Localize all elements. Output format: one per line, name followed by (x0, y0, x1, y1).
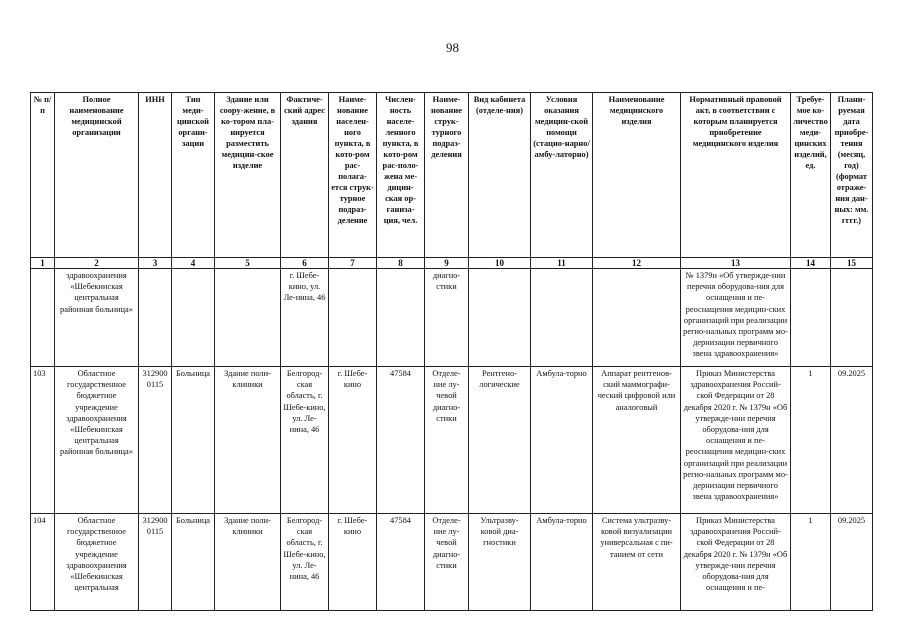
cell-cabinet: Ультразву-ковой диа-гностики (469, 514, 531, 611)
cell-population (377, 269, 425, 367)
header-cell: Плани-руемая дата приобре-тения (месяц, год) (формат отраже-ния дан-ных: мм. гггг.) (831, 93, 873, 258)
cell-building (215, 269, 281, 367)
cell-device: Аппарат рентгенов-ский маммографи-ческий цифровой или аналоговый (593, 367, 681, 514)
column-number: 1 (31, 258, 55, 269)
table-row (31, 367, 873, 514)
cell-department: диагно-стики (425, 269, 469, 367)
table-row (31, 514, 873, 611)
cell-org: Областное государственное бюджетное учреждение здравоохранения «Шебекинская центральная районная больница» (55, 367, 139, 514)
column-number: 2 (55, 258, 139, 269)
header-cell: Фактиче-ский адрес здания (281, 93, 329, 258)
cell-address: г. Шебе-кино, ул. Ле-нина, 46 (281, 269, 329, 367)
cell-num: 103 (31, 367, 55, 514)
cell-type (172, 269, 215, 367)
table-row-continuation (31, 269, 873, 367)
header-cell: Наиме-нование населен-ного пункта, в кото-ром рас-полага-ется струк-турное подраз-деление (329, 93, 377, 258)
cell-inn: 3129000115 (139, 367, 172, 514)
cell-act: Приказ Министерства здравоохранения Россий-ской Федерации от 28 декабря 2020 г. № 1379н «Об утвержде-нии перечня оборудова-ния для оснащения и пе-реоснащения медицин-ских организаций при реализации регио-нальных программ мо-дернизации первичного звена здравоохранения» (681, 367, 791, 514)
cell-conditions: Амбула-торно (531, 514, 593, 611)
cell-department: Отделе-ние лу-чевой диагно-стики (425, 367, 469, 514)
cell-settlement (329, 269, 377, 367)
cell-date: 09.2025 (831, 514, 873, 611)
cell-conditions (531, 269, 593, 367)
header-cell: № п/п (31, 93, 55, 258)
cell-address: Белгород-ская область, г. Шебе-кино, ул. Ле-нина, 46 (281, 514, 329, 611)
header-cell: Нормативный правовой акт, в соответствии с которым планируется приобретение медицинского изделия (681, 93, 791, 258)
cell-type: Больница (172, 514, 215, 611)
cell-cabinet: Рентгено-логические (469, 367, 531, 514)
header-cell: Числен-ность населе-ленного пункта, в кото-ром рас-поло-жена ме-дицин-ская ор-ганиза-ция, чел. (377, 93, 425, 258)
column-number: 10 (469, 258, 531, 269)
header-cell: ИНН (139, 93, 172, 258)
column-number: 5 (215, 258, 281, 269)
column-number: 6 (281, 258, 329, 269)
cell-device: Система ультразву-ковой визуализации универсальная с пи-танием от сети (593, 514, 681, 611)
cell-department: Отделе-ние лу-чевой диагно-стики (425, 514, 469, 611)
cell-org: здравоохранения «Шебекинская центральная районная больница» (55, 269, 139, 367)
cell-inn: 3129000115 (139, 514, 172, 611)
column-number: 3 (139, 258, 172, 269)
cell-settlement: г. Шебе-кино (329, 367, 377, 514)
cell-date (831, 269, 873, 367)
page-number: 98 (446, 40, 459, 55)
header-cell: Полное наименование медицинской организации (55, 93, 139, 258)
cell-qty (791, 269, 831, 367)
column-number: 12 (593, 258, 681, 269)
column-number: 15 (831, 258, 873, 269)
cell-settlement: г. Шебе-кино (329, 514, 377, 611)
header-cell: Требуе-мое ко-личество меди-цинских изделий, ед. (791, 93, 831, 258)
cell-inn (139, 269, 172, 367)
column-number: 14 (791, 258, 831, 269)
medical-equipment-table (30, 92, 873, 611)
cell-num: 104 (31, 514, 55, 611)
header-cell: Условия оказания медицин-ской помощи (стацио-нарно/амбу-латорно) (531, 93, 593, 258)
cell-org: Областное государственное бюджетное учреждение здравоохранения «Шебекинская центральная (55, 514, 139, 611)
column-number: 8 (377, 258, 425, 269)
column-number: 9 (425, 258, 469, 269)
cell-num (31, 269, 55, 367)
header-cell: Наименование медицинского изделия (593, 93, 681, 258)
cell-act: № 1379н «Об утвержде-нии перечня оборудова-ния для оснащения и пе-реоснащения медицин-ских организаций при реализации регио-нальных программ мо-дернизации первичного звена здравоохранения» (681, 269, 791, 367)
header-cell: Наиме-нование струк-турного подраз-деления (425, 93, 469, 258)
column-number: 13 (681, 258, 791, 269)
cell-qty: 1 (791, 367, 831, 514)
column-number: 11 (531, 258, 593, 269)
header-cell: Тип меди-цинской органи-зации (172, 93, 215, 258)
cell-device (593, 269, 681, 367)
header-cell: Здание или соору-жение, в ко-тором пла-нируется разместить медицин-ское изделие (215, 93, 281, 258)
cell-address: Белгород-ская область, г. Шебе-кино, ул. Ле-нина, 46 (281, 367, 329, 514)
header-row (31, 93, 873, 258)
cell-population: 47584 (377, 367, 425, 514)
cell-population: 47584 (377, 514, 425, 611)
cell-type: Больница (172, 367, 215, 514)
cell-act: Приказ Министерства здравоохранения Россий-ской Федерации от 28 декабря 2020 г. № 1379н «Об утвержде-нии перечня оборудова-ния для оснащения и пе- (681, 514, 791, 611)
header-cell: Вид кабинета (отделе-ния) (469, 93, 531, 258)
cell-qty: 1 (791, 514, 831, 611)
column-number: 4 (172, 258, 215, 269)
column-number: 7 (329, 258, 377, 269)
cell-building: Здание поли-клиники (215, 367, 281, 514)
cell-cabinet (469, 269, 531, 367)
column-number-row (31, 258, 873, 269)
cell-building: Здание поли-клиники (215, 514, 281, 611)
cell-date: 09.2025 (831, 367, 873, 514)
cell-conditions: Амбула-торно (531, 367, 593, 514)
